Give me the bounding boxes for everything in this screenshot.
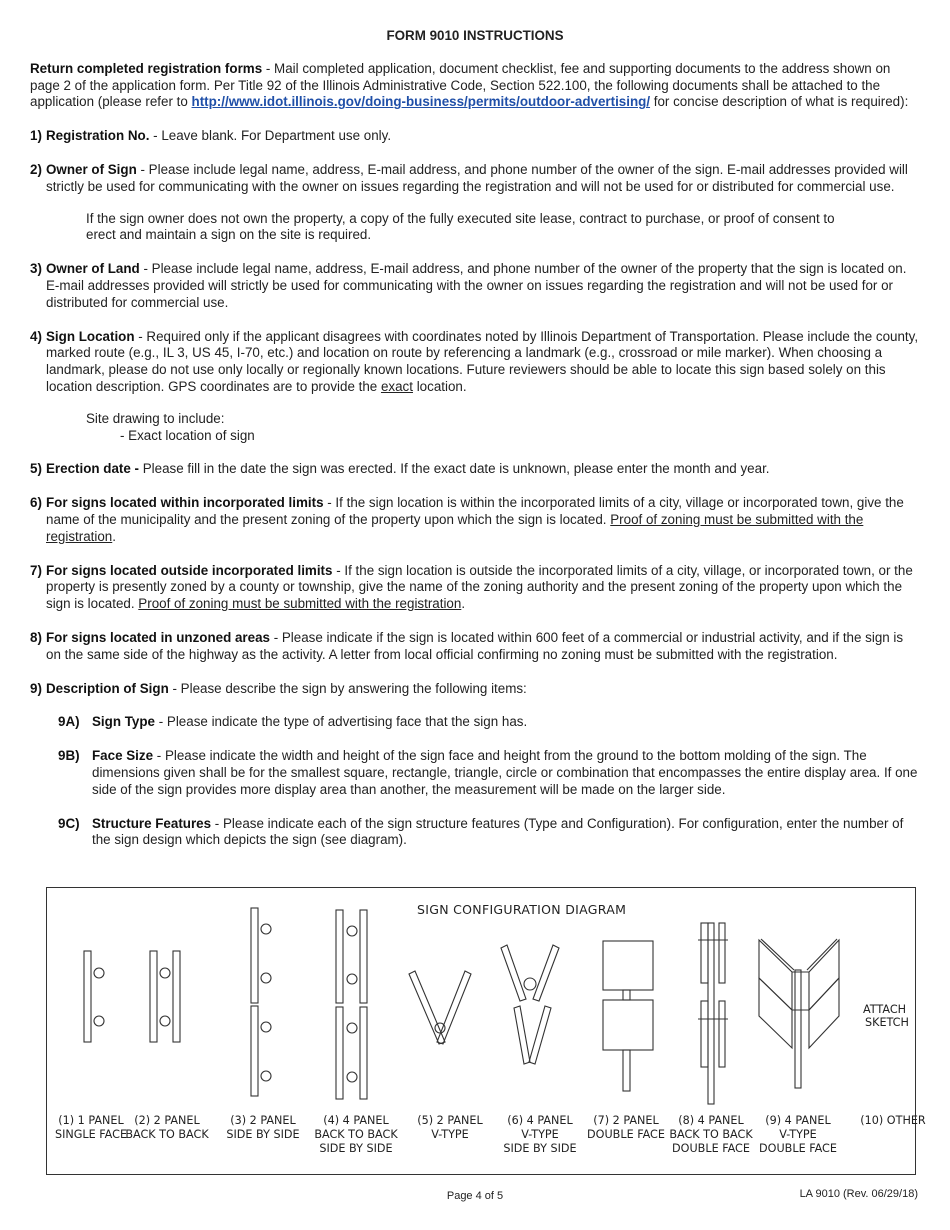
- config-9-label-line-2: V-TYPE: [779, 1128, 817, 1141]
- config-8-label-line-3: DOUBLE FACE: [672, 1142, 750, 1155]
- config-1-label-line-2: SINGLE FACE: [54, 1128, 128, 1141]
- config-4-label-line-2: BACK TO BACK: [314, 1128, 398, 1141]
- owner-of-sign-note: If the sign owner does not own the property, a copy of the fully executed site lease, contract to purchase, or proof of consent to erect and maintain a sign on the site is required.: [86, 210, 835, 243]
- item-within-incorporated-limits: 6) For signs located within incorporated limits - If the sign location is within the incorporated limits of a city, village or incorporated town, give the name of the municipality and the present zoning of the property upon which the sign is located. Proof of zoning must be submitted with the registration.: [30, 495, 904, 544]
- diagram-drawing: [47, 888, 926, 1174]
- config-2-drawing: [150, 951, 180, 1042]
- config-3-label-line-1: (3) 2 PANEL: [230, 1114, 296, 1127]
- item-owner-of-sign: 2) Owner of Sign - Please include legal name, address, E-mail address, and phone number of the owner of the sign. E-mail addresses provided will strictly be used for communicating with the owner on issues regarding the registration and will not be used for or distributed for commercial use.: [30, 161, 908, 194]
- config-7-label-line-1: (7) 2 PANEL: [593, 1114, 659, 1127]
- config-9-drawing: [759, 939, 839, 1088]
- config-2-label-line-1: (2) 2 PANEL: [134, 1114, 200, 1127]
- config-3-drawing: [251, 908, 271, 1096]
- form-revision: LA 9010 (Rev. 06/29/18): [799, 1188, 918, 1200]
- idot-permits-link[interactable]: http://www.idot.illinois.gov/doing-business/permits/outdoor-advertising/: [191, 94, 651, 110]
- page-title: FORM 9010 INSTRUCTIONS: [386, 28, 564, 43]
- config-8-label-line-2: BACK TO BACK: [669, 1128, 753, 1141]
- config-7-drawing: [603, 941, 653, 1091]
- item-erection-date: 5) Erection date - Please fill in the date the sign was erected. If the exact date is unknown, please enter the month and year.: [30, 461, 770, 477]
- item-owner-of-land: 3) Owner of Land - Please include legal name, address, E-mail address, and phone number of the owner of the property that the sign is located on. E-mail addresses provided will strictly be used for communicating with the owner on issues regarding the registration and will not be used for or distributed for commercial use.: [30, 261, 907, 310]
- config-7-label-line-2: DOUBLE FACE: [587, 1128, 665, 1141]
- site-drawing-heading: Site drawing to include:: [86, 410, 225, 426]
- config-8-label-line-1: (8) 4 PANEL: [678, 1114, 744, 1127]
- config-5-label-line-1: (5) 2 PANEL: [417, 1114, 483, 1127]
- page-number: Page 4 of 5: [446, 1190, 504, 1202]
- diagram-title: SIGN CONFIGURATION DIAGRAM: [417, 902, 627, 917]
- item-unzoned-areas: 8) For signs located in unzoned areas - Please indicate if the sign is located within 600 feet of a commercial or industrial activity, and if the sign is on the same side of the highway as the activity. A letter from local official confirming no zoning must be submitted with the registration.: [30, 629, 904, 662]
- sign-configuration-diagram: [46, 887, 926, 1175]
- config-2-label-line-2: BACK TO BACK: [125, 1128, 209, 1141]
- config-6-label-line-1: (6) 4 PANEL: [507, 1114, 573, 1127]
- config-labels: [55, 1114, 926, 1155]
- config-8-drawing: [698, 923, 728, 1104]
- config-1-label-line-1: (1) 1 PANEL: [58, 1114, 124, 1127]
- config-9-label-line-1: (9) 4 PANEL: [765, 1114, 831, 1127]
- config-5-drawing: [409, 971, 471, 1044]
- intro-paragraph: Return completed registration forms - Mail completed application, document checklist, fee and supporting documents to the address shown on page 2 of the application form. Per Title 92 of the Illinois Administrative Code, Section 522.100, the following documents shall be attached to the application (please refer to http://www.idot.illinois.gov/doing-business/permits/outdoor-advertising/ for concise description of what is required):: [30, 60, 909, 110]
- attach-line-1: ATTACH: [863, 1003, 907, 1016]
- item-sign-type: 9A) Sign Type - Please indicate the type of advertising face that the sign has.: [58, 714, 528, 730]
- config-6-label-line-3: SIDE BY SIDE: [503, 1142, 577, 1155]
- instructions-page: [30, 28, 920, 866]
- config-4-label-line-3: SIDE BY SIDE: [319, 1142, 393, 1155]
- config-9-label-line-3: DOUBLE FACE: [759, 1142, 837, 1155]
- config-6-label-line-2: V-TYPE: [521, 1128, 559, 1141]
- intro-lead: Return completed registration forms: [30, 60, 263, 76]
- config-3-label-line-2: SIDE BY SIDE: [226, 1128, 300, 1141]
- item-sign-location: 4) Sign Location - Required only if the applicant disagrees with coordinates noted by Illinois Department of Transportation. Please include the county, marked route (e.g., IL 3, US 45, I-70, etc.) and location on route by referencing a landmark (e.g., crossroad or mile marker). When choosing a landmark, please do not use only locally or regionally known locations. Future reviewers should be able to locate this sign based solely on this location description. GPS coordinates are to provide the exact location.: [30, 328, 919, 394]
- config-1-drawing: [84, 951, 104, 1042]
- item-description-of-sign: 9) Description of Sign - Please describe the sign by answering the following items:: [30, 680, 527, 696]
- item-structure-features: 9C) Structure Features - Please indicate each of the sign structure features (Type and Configuration). For configuration, enter the number of the sign design which depicts the sign (see diagram).: [58, 815, 904, 848]
- item-face-size: 9B) Face Size - Please indicate the width and height of the sign face and height from the ground to the bottom molding of the sign. The dimensions given shall be for the smallest square, rectangle, triangle, circle or combination that encompasses the entire display area. If one side of the sign provides more display area than another, the measurement will be made on the larger side.: [58, 748, 918, 797]
- config-4-drawing: [336, 910, 367, 1099]
- config-10-label-line-1: (10) OTHER: [860, 1114, 926, 1127]
- site-drawing-item: - Exact location of sign: [120, 427, 255, 443]
- item-outside-incorporated-limits: 7) For signs located outside incorporated limits - If the sign location is outside the incorporated limits of a city, village, or incorporated town, or the property is presently zoned by a county or township, give the name of the zoning authority and the present zoning of the property upon which the sign is located. Proof of zoning must be submitted with the registration.: [30, 562, 913, 612]
- site-drawing-block: [86, 411, 920, 445]
- config-4-label-line-1: (4) 4 PANEL: [323, 1114, 389, 1127]
- config-6-drawing: [501, 945, 559, 1064]
- item-registration-no: 1) Registration No. - Leave blank. For Department use only.: [30, 128, 392, 144]
- config-5-label-line-2: V-TYPE: [431, 1128, 469, 1141]
- attach-line-2: SKETCH: [865, 1016, 909, 1029]
